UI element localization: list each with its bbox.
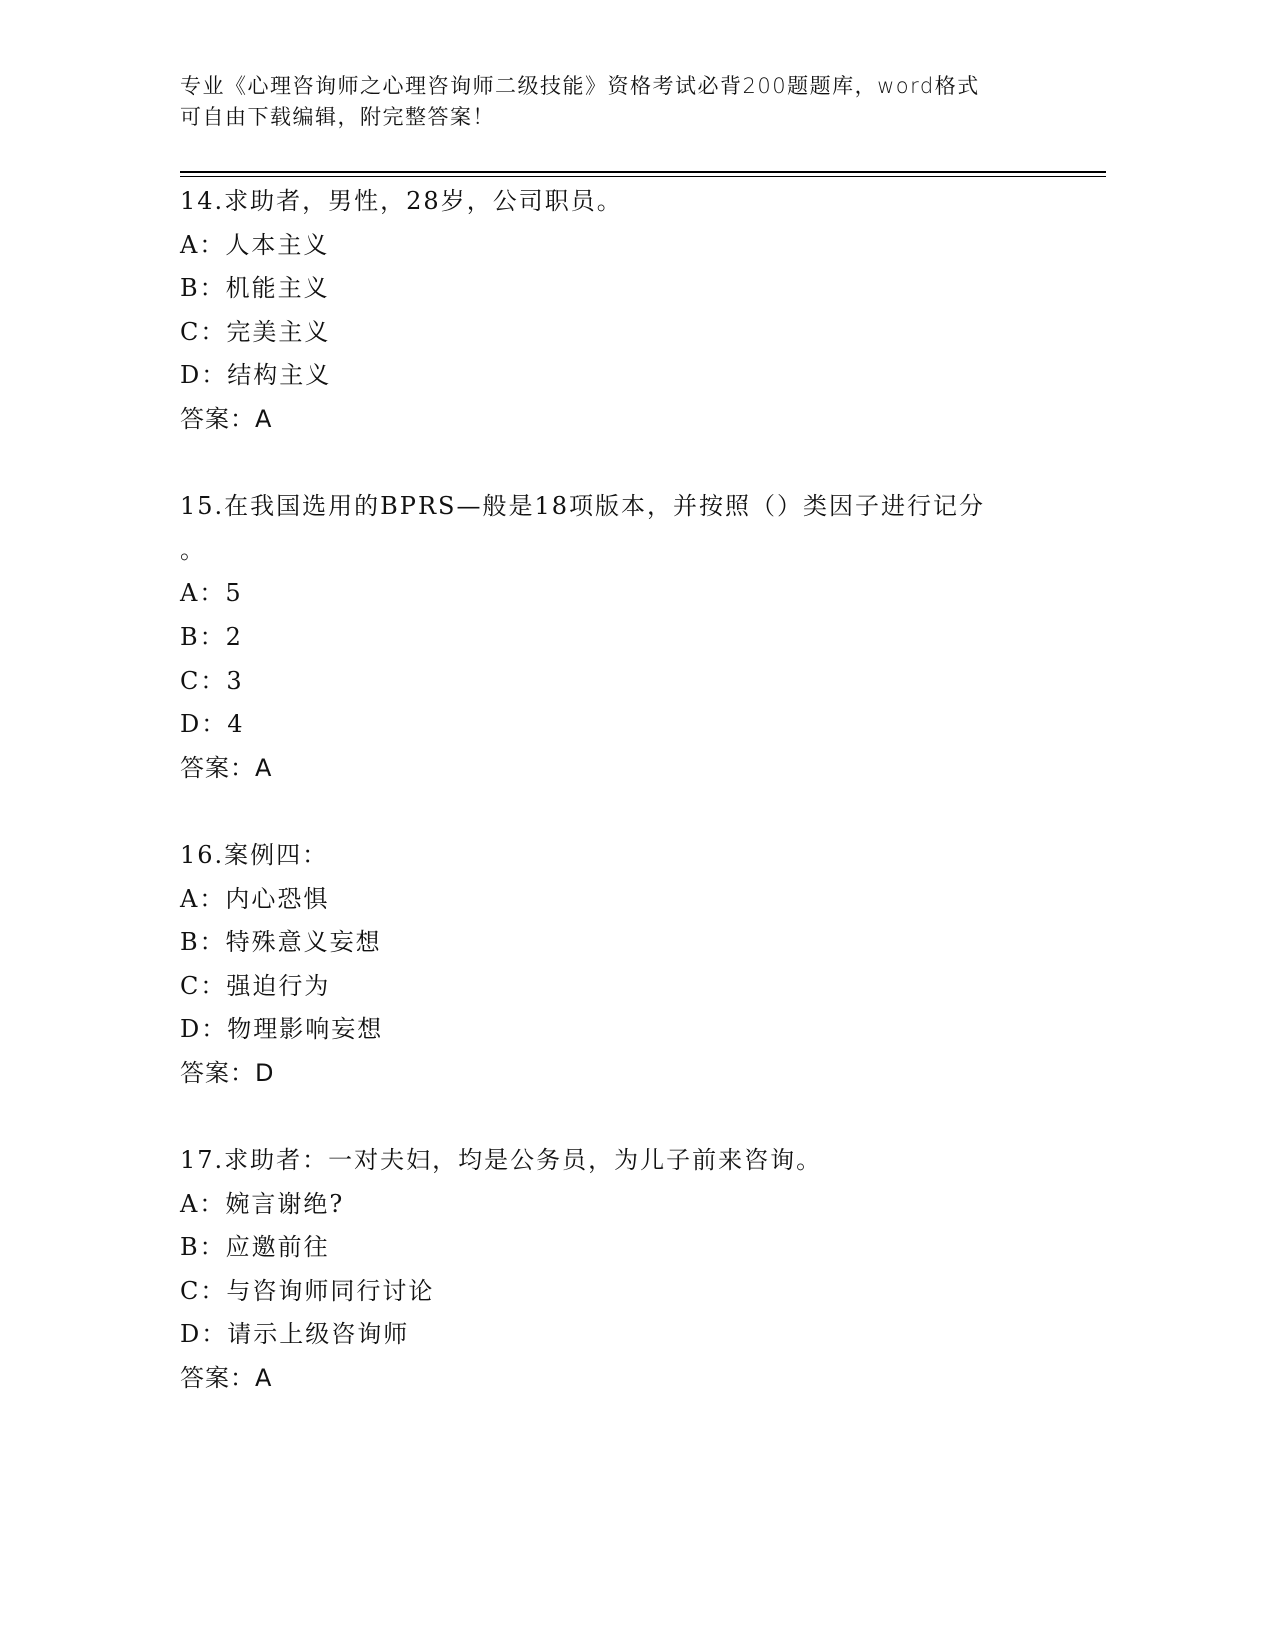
header-line-2: 可自由下载编辑，附完整答案！	[180, 105, 495, 129]
header-divider	[180, 171, 1106, 177]
question-16	[180, 834, 1080, 1096]
question-stem: 15.在我国选用的BPRS—般是18项版本，并按照（）类因子进行记分	[180, 492, 986, 521]
option-b: B：应邀前往	[180, 1233, 330, 1262]
option-b: B：特殊意义妄想	[180, 928, 382, 957]
option-c: C：完美主义	[180, 317, 331, 346]
option-b: B：2	[180, 622, 243, 651]
document-header	[180, 71, 1060, 133]
option-c: C：与咨询师同行讨论	[180, 1276, 435, 1305]
option-a: A：5	[180, 579, 243, 608]
question-stem: 16.案例四：	[180, 840, 329, 869]
question-stem: 14.求助者，男性，28岁，公司职员。	[180, 187, 623, 215]
answer: 答案：A	[180, 753, 273, 782]
option-d: D：物理影响妄想	[180, 1015, 384, 1044]
answer: 答案：D	[180, 1058, 275, 1087]
option-c: C：3	[180, 666, 244, 695]
question-14	[180, 180, 1080, 442]
question-stem: 17.求助者：一对夫妇，均是公务员，为儿子前来咨询。	[180, 1146, 823, 1175]
option-c: C：强迫行为	[180, 971, 331, 1000]
answer: 答案：A	[180, 1364, 273, 1393]
option-d: D：结构主义	[180, 361, 332, 390]
question-stem-continued: 。	[180, 535, 206, 564]
question-15	[180, 485, 1080, 790]
question-17	[180, 1139, 1080, 1401]
option-b: B：机能主义	[180, 274, 330, 303]
question-list	[180, 180, 1080, 1444]
option-a: A：人本主义	[180, 230, 330, 259]
option-d: D：请示上级咨询师	[180, 1320, 410, 1349]
option-a: A：婉言谢绝?	[180, 1189, 345, 1218]
header-line-1: 专业《心理咨询师之心理咨询师二级技能》资格考试必背200题题库，word格式	[180, 74, 980, 98]
option-a: A：内心恐惧	[180, 884, 330, 913]
answer: 答案：A	[180, 404, 273, 433]
option-d: D：4	[180, 710, 245, 739]
